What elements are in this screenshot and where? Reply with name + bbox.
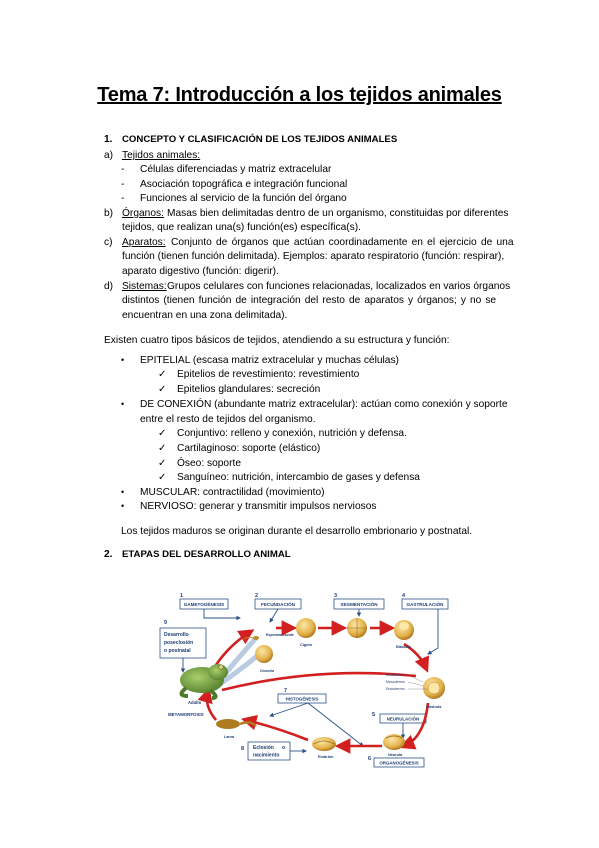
- stage-box-histogenesis: [278, 688, 326, 703]
- subtype-item: Epitelios de revestimiento: revestimiento: [177, 369, 360, 380]
- ovocito-icon: [255, 645, 273, 663]
- frog-adult-icon: [180, 664, 228, 698]
- cigoto-icon: [296, 618, 316, 638]
- label-metamorfosis: METAMORFOSIS: [168, 712, 204, 717]
- neurula-icon: [383, 734, 405, 750]
- list-item: Asociación topográfica e integración funcional: [140, 179, 348, 190]
- stage-label: FECUNDACIÓN: [261, 602, 295, 607]
- definition-line: Grupos celulares con funciones relacionadas, localizados en varios órganos: [167, 281, 511, 292]
- section-heading: CONCEPTO Y CLASIFICACIÓN DE LOS TEJIDOS ANIMALES: [122, 134, 398, 145]
- stage-box-gametogenesis: [180, 593, 228, 609]
- stage-number: 4: [402, 593, 406, 599]
- dash-bullet: -: [121, 164, 125, 175]
- bullet-dot: •: [121, 501, 125, 511]
- stage-box-segmentacion: [334, 593, 384, 609]
- development-diagram: [158, 588, 452, 772]
- stage-box-neurulacion: [372, 712, 426, 723]
- type-nervioso: NERVIOSO: generar y transmitir impulsos nerviosos: [140, 501, 377, 512]
- type-epitelial: EPITELIAL (escasa matriz extracelular y muchas células): [140, 355, 399, 366]
- svg-text:Eclosión: Eclosión: [253, 745, 274, 751]
- section-heading: ETAPAS DEL DESARROLLO ANIMAL: [122, 549, 291, 560]
- stage-number: 2: [255, 593, 259, 599]
- label-ovocito: Ovocito: [260, 669, 275, 673]
- list-item: Células diferenciadas y matriz extracelular: [140, 164, 332, 175]
- segmentacion-icon: [347, 618, 367, 638]
- page-title: Tema 7: Introducción a los tejidos animales: [97, 84, 502, 106]
- dash-bullet: -: [121, 193, 125, 204]
- stage-box-postnatal: [160, 620, 206, 658]
- stage-label: ORGANOGÉNESIS: [379, 760, 419, 766]
- stage-number: 8: [241, 746, 245, 752]
- dash-bullet: -: [121, 179, 125, 190]
- definition-line: encuentran en una zona delimitada).: [122, 310, 288, 321]
- type-muscular: MUSCULAR: contractilidad (movimiento): [140, 487, 325, 498]
- stage-box-organogenesis: [368, 756, 424, 767]
- definition-line: Masas bien delimitadas dentro de un organismo, constituidas por diferentes: [167, 208, 509, 219]
- closing-paragraph: Los tejidos maduros se originan durante el desarrollo embrionario y postnatal.: [121, 526, 473, 537]
- section-number: 2.: [104, 549, 113, 560]
- subtype-item: Conjuntivo: relleno y conexión, nutrición y defensa.: [177, 428, 407, 439]
- svg-text:o postnatal: o postnatal: [164, 648, 191, 654]
- label-ectodermo: Ectodermo: [386, 673, 404, 677]
- definition-line: función (tienen función delimitada). Ejemplos: aparato respiratorio (función: respirar),: [122, 251, 505, 262]
- subtype-item: Sanguíneo: nutrición, intercambio de gases y defensa: [177, 472, 420, 483]
- label-cigoto: Cigoto: [300, 643, 313, 647]
- label-blastula: Blástula: [396, 645, 411, 649]
- stage-label: SEGMENTACIÓN: [340, 602, 378, 607]
- check-icon: ✓: [158, 443, 167, 454]
- term-tejidos: Tejidos animales:: [122, 150, 201, 161]
- svg-text:nacimiento: nacimiento: [253, 752, 280, 759]
- type-conexion-cont: entre el resto de tejidos del organismo.: [140, 414, 316, 425]
- stage-number: 7: [284, 688, 288, 694]
- definition-line: tejidos, que realizan una(s) función(es) específica(s).: [122, 222, 361, 233]
- subtype-item: Cartilaginoso: soporte (elástico): [177, 443, 321, 454]
- stage-number: 5: [372, 712, 376, 718]
- stage-number: 6: [368, 756, 372, 762]
- check-icon: ✓: [158, 369, 167, 380]
- label-gastrula: Gástrula: [426, 705, 442, 709]
- stage-box-fecundacion: [255, 593, 301, 609]
- definition-line: aparato digestivo (función: digerir).: [122, 266, 279, 277]
- label-endodermo: Endodermo: [386, 687, 405, 691]
- section-number: 1.: [104, 134, 113, 145]
- check-icon: ✓: [158, 428, 167, 439]
- label-larva: Larva: [224, 735, 235, 739]
- list-letter: c): [104, 237, 113, 248]
- definition-line: distintos (tienen función de integración del resto de aparatos y órganos; y no se: [122, 295, 497, 306]
- label-neurula: Néurula: [388, 753, 403, 757]
- stage-label: HISTOGÉNESIS: [285, 696, 319, 702]
- label-embrion: Embrión: [318, 755, 334, 759]
- term-sistemas: Sistemas:: [122, 281, 167, 292]
- bullet-dot: •: [121, 487, 125, 497]
- subtype-item: Óseo: soporte: [177, 458, 241, 469]
- stage-number: 9: [164, 620, 168, 626]
- check-icon: ✓: [158, 472, 167, 483]
- subtype-item: Epitelios glandulares: secreción: [177, 384, 321, 395]
- term-aparatos: Aparatos:: [122, 237, 166, 248]
- stage-number: 3: [334, 593, 338, 599]
- type-conexion: DE CONEXIÓN (abundante matriz extracelular): actúan como conexión y soporte: [140, 399, 508, 410]
- bullet-dot: •: [121, 399, 125, 409]
- check-icon: ✓: [158, 384, 167, 395]
- blastula-icon: [394, 620, 414, 640]
- list-letter: b): [104, 208, 114, 219]
- list-letter: a): [104, 150, 114, 161]
- stage-label: GASTRULACIÓN: [406, 602, 444, 607]
- gastrula-icon: [423, 677, 445, 699]
- embrion-icon: [312, 737, 336, 751]
- bullet-dot: •: [121, 355, 125, 365]
- term-organos: Órganos:: [122, 208, 164, 219]
- list-letter: d): [104, 281, 114, 292]
- check-icon: ✓: [158, 458, 167, 469]
- stage-label: NEURULACIÓN: [386, 716, 420, 722]
- label-espermatozoide: Espermatozoide: [266, 633, 294, 637]
- intro-paragraph: Existen cuatro tipos básicos de tejidos, atendiendo a su estructura y función:: [104, 335, 450, 346]
- definition-line: Conjunto de órganos que actúan coordinadamente en el ejercicio de una: [171, 237, 514, 248]
- label-mesodermo: Mesodermo: [386, 680, 405, 684]
- stage-number: 1: [180, 593, 184, 599]
- list-item: Funciones al servicio de la función del órgano: [140, 193, 347, 204]
- svg-text:poseclosión: poseclosión: [164, 640, 194, 646]
- stage-box-gastrulacion: [402, 593, 448, 609]
- label-adulto: Adulto: [188, 700, 202, 705]
- stage-label: GAMETOGÉNESIS: [183, 602, 225, 607]
- svg-text:o: o: [281, 745, 285, 751]
- stage-box-eclosion: [241, 742, 290, 760]
- svg-text:Desarrollo: Desarrollo: [164, 632, 189, 638]
